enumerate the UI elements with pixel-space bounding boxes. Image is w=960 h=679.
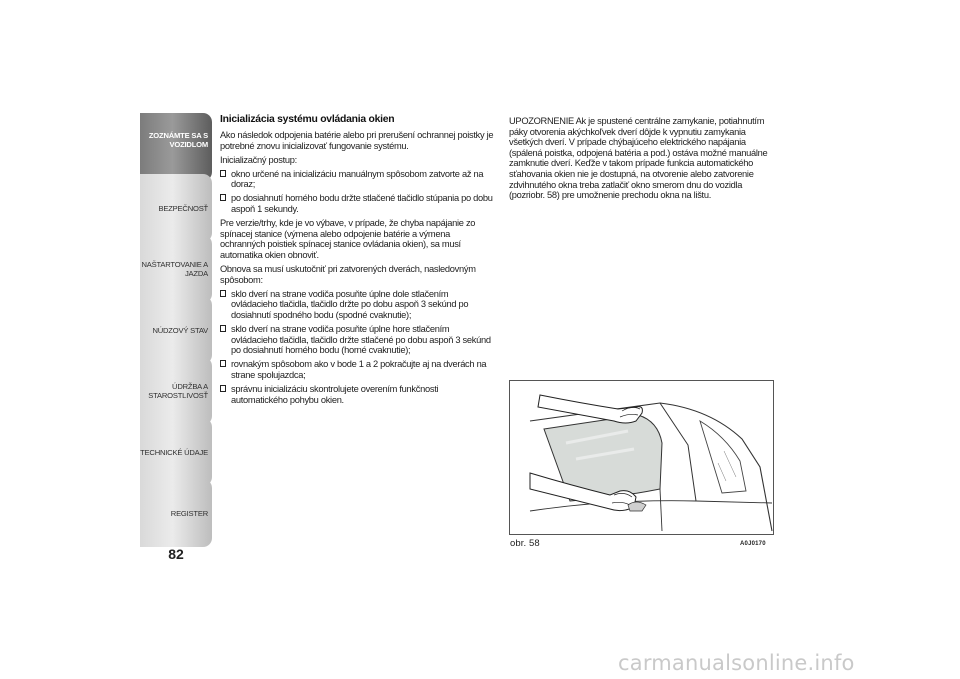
page-number: 82 — [168, 546, 184, 562]
tab-register[interactable] — [140, 479, 212, 547]
list-item-text: po dosiahnutí horného bodu držte stlačené tlačidlo stúpania po dobu aspoň 1 sekundy. — [231, 193, 493, 215]
right-text-column — [509, 116, 774, 204]
list-item — [220, 193, 494, 214]
list-item-text: správnu inicializáciu skontrolujete overením funkčnosti automatického pohybu okien. — [231, 383, 439, 405]
list-item — [220, 169, 494, 190]
versions-paragraph: Pre verzie/trhy, kde je vo výbave, v prípade, že chyba napájanie zo spínacej stanice (výmena alebo odpojenie batérie a výmena ochranných poistiek spínacej stanice ovládania okien), sa musí automatika okien obnoviť. — [220, 218, 476, 260]
list-item — [220, 384, 494, 405]
tab-udrzba-a-starostlivost[interactable] — [140, 357, 212, 425]
tab-label: REGISTER — [170, 508, 208, 518]
restore-intro-paragraph: Obnova sa musí uskutočniť pri zatvorených dverách, nasledovným spôsobom: — [220, 264, 476, 285]
checkbox-bullet-icon — [220, 290, 226, 297]
tab-technicke-udaje[interactable] — [140, 418, 212, 486]
watermark: carmanualsonline.info — [618, 651, 855, 675]
checkbox-bullet-icon — [220, 325, 226, 332]
list-item-text: sklo dverí na strane vodiča posuňte úplne hore stlačením ovládacieho tlačidla, tlačidlo držte stlačené po dobu aspoň 3 sekúnd po dosiahnutí horného bodu (horné cvaknutie); — [231, 324, 491, 356]
tab-label: NÚDZOVÝ STAV — [152, 325, 208, 335]
procedure-steps-list — [220, 169, 494, 215]
tab-label: NAŠTARTOVANIE A JAZDA — [141, 260, 208, 278]
list-item — [220, 324, 494, 356]
intro-paragraph: Ako následok odpojenia batérie alebo pri prerušení ochrannej poistky je potrebné znovu inicializovať fungovanie systému. — [220, 130, 494, 151]
list-item — [220, 359, 494, 380]
window-push-drawing — [510, 381, 774, 535]
list-item-text: sklo dverí na strane vodiča posuňte úplne dole stlačením ovládacieho tlačidla, tlačidlo držte po dobu aspoň 3 sekúnd po dosiahnutí spodného bodu (spodné cvaknutie); — [231, 288, 469, 320]
tab-label: TECHNICKÉ ÚDAJE — [140, 447, 208, 457]
left-text-column — [220, 114, 494, 409]
warning-note: UPOZORNENIE Ak je spustené centrálne zamykanie, potiahnutím páky otvorenia akýchkoľvek dverí dôjde k vypnutiu zamykania všetkých dverí. V prípade chýbajúceho elektrického napájania (spálená poistka, odpojená batéria a pod.) ostáva možné manuálne zamknutie dverí. Keďže v takom prípade funkcia automatického sťahovania okien nie je dostupná, na otvorenie alebo zatvorenie zdvihnutého okna treba zatlačiť okno smerom dnu do vozidla (pozriobr. 58) pre umožnenie prechodu okna na lištu. — [509, 116, 768, 201]
restore-steps-list — [220, 289, 494, 405]
figure-code: A0J0170 — [740, 541, 766, 547]
checkbox-bullet-icon — [220, 194, 226, 201]
list-item-text: rovnakým spôsobom ako v bode 1 a 2 pokračujte aj na dverách na strane spolujazdca; — [231, 359, 487, 380]
tab-label: ZOZNÁMTE SA S VOZIDLOM — [148, 131, 208, 149]
procedure-label: Inicializačný postup: — [220, 154, 297, 165]
car-window-illustration — [509, 380, 774, 535]
checkbox-bullet-icon — [220, 360, 226, 367]
figure-caption: obr. 58 — [510, 538, 540, 549]
tab-nastartovanie-a-jazda[interactable] — [140, 235, 212, 303]
tab-bezpecnost[interactable] — [140, 174, 212, 242]
tab-nudzovy-stav[interactable] — [140, 296, 212, 364]
checkbox-bullet-icon — [220, 385, 226, 392]
checkbox-bullet-icon — [220, 170, 226, 177]
list-item-text: okno určené na inicializáciu manuálnym spôsobom zatvorte až na doraz; — [231, 168, 484, 190]
list-item — [220, 289, 494, 321]
tab-zoznamte-sa-s-vozidlom[interactable] — [140, 113, 212, 181]
tab-label: BEZPEČNOSŤ — [158, 203, 208, 213]
section-heading: Inicializácia systému ovládania okien — [220, 114, 395, 125]
tab-label: ÚDRŽBA A STAROSTLIVOSŤ — [148, 382, 208, 400]
